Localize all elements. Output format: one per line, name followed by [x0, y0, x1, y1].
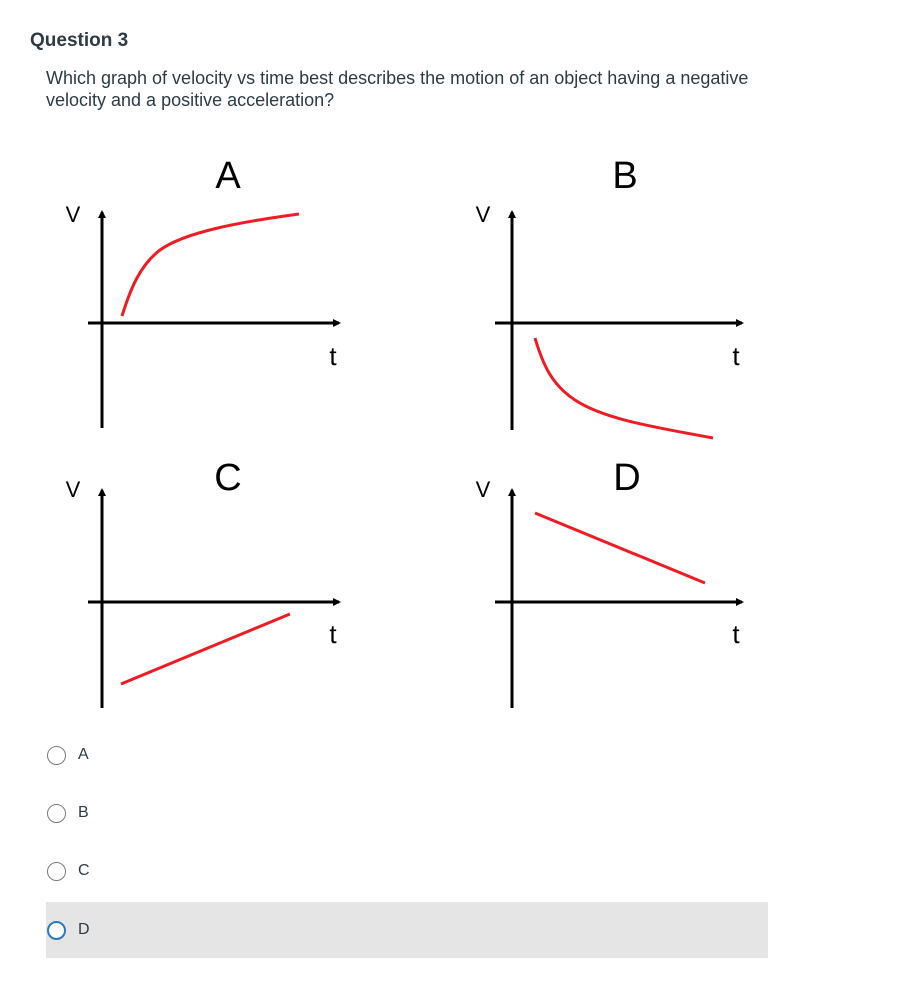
option-a[interactable]: [46, 727, 768, 783]
radio-c[interactable]: [47, 862, 66, 881]
option-d-label: D: [78, 921, 90, 938]
radio-d[interactable]: [47, 921, 66, 940]
option-b-label: B: [78, 804, 89, 821]
graph-b-title: B: [612, 155, 638, 197]
graph-a-v-label: V: [65, 202, 81, 227]
question-title: Question 3: [30, 30, 129, 51]
graph-d-t-label: t: [732, 619, 740, 649]
graph-d-title: D: [613, 457, 641, 499]
option-a-label: A: [78, 746, 89, 763]
graph-a-title: A: [215, 155, 241, 197]
graph-b: [476, 155, 742, 438]
graph-b-v-label: V: [475, 202, 491, 227]
graph-b-curve: [535, 338, 713, 438]
graph-d: [476, 457, 742, 708]
graph-b-t-label: t: [732, 341, 740, 371]
graph-c: [66, 457, 339, 708]
graph-c-t-label: t: [329, 619, 337, 649]
graph-a-curve: [122, 214, 299, 316]
radio-b[interactable]: [47, 804, 66, 823]
graph-c-line: [121, 614, 290, 684]
graphs-figure: [40, 140, 800, 720]
graph-c-title: C: [214, 457, 242, 499]
question-text: Which graph of velocity vs time best describes the motion of an object having a negative velocity and a positive acceleration?: [46, 68, 749, 110]
graph-d-v-label: V: [475, 477, 491, 502]
option-c-label: C: [78, 862, 90, 879]
option-d[interactable]: [46, 902, 768, 958]
graph-d-line: [535, 513, 705, 583]
option-b[interactable]: [46, 785, 768, 841]
graph-c-v-label: V: [65, 477, 81, 502]
radio-a[interactable]: [47, 746, 66, 765]
graph-a-t-label: t: [329, 341, 337, 371]
option-c[interactable]: [46, 843, 768, 899]
graph-a: [66, 155, 339, 428]
